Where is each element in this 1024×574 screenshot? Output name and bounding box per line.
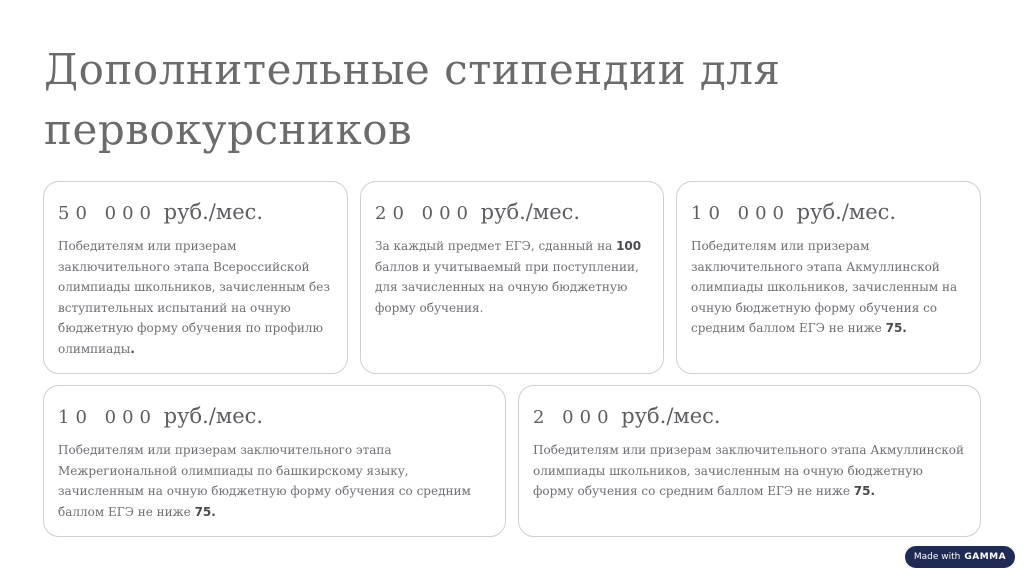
scholarship-amount [375,200,649,224]
amount-value: 10 000 [691,203,790,224]
scholarship-card-2 [360,181,664,374]
amount-unit: руб./мес. [163,200,264,224]
made-with-gamma-badge[interactable] [905,546,1015,568]
amount-value: 10 000 [58,407,157,428]
scholarship-card-4 [43,385,506,537]
amount-unit: руб./мес. [796,200,897,224]
scholarship-description: Победителям или призерам заключительного этапа Межрегиональной олимпиады по башкирскому языку, зачисленным на очную бюджетную форму обучения со средним баллом ЕГЭ не ниже 75. [58,443,471,519]
badge-prefix: Made with [913,552,961,562]
scholarship-amount [533,404,966,428]
scholarship-amount [58,200,333,224]
scholarship-description: Победителям или призерам заключительного этапа Акмуллинской олимпиады школьников, зачисленным на очную бюджетную форму обучения со средним баллом ЕГЭ не ниже 75. [533,443,965,498]
scholarship-description: Победителям или призерам заключительного этапа Всероссийской олимпиады школьников, зачисленным без вступительных испытаний на очную бюджетную форму обучения по профилю олимпиады. [58,239,330,356]
page-title: Дополнительные стипендии для первокурсников [44,45,781,154]
amount-value: 20 000 [375,203,474,224]
amount-value: 50 000 [58,203,157,224]
scholarship-card-1 [43,181,348,374]
amount-unit: руб./мес. [621,404,721,428]
amount-unit: руб./мес. [480,200,581,224]
scholarship-amount [58,404,491,428]
scholarship-amount [691,200,966,224]
scholarship-description: Победителям или призерам заключительного этапа Акмуллинской олимпиады школьников, зачисленным на очную бюджетную форму обучения со средним баллом ЕГЭ не ниже 75. [691,239,958,335]
scholarship-card-3 [676,181,981,374]
amount-unit: руб./мес. [163,404,264,428]
scholarship-description: За каждый предмет ЕГЭ, сданный на 100 баллов и учитываемый при поступлении, для зачисленных на очную бюджетную форму обучения. [375,239,642,315]
gamma-logo: GAMMA [964,552,1007,562]
scholarship-card-5 [518,385,981,537]
amount-value: 2 000 [533,407,615,428]
